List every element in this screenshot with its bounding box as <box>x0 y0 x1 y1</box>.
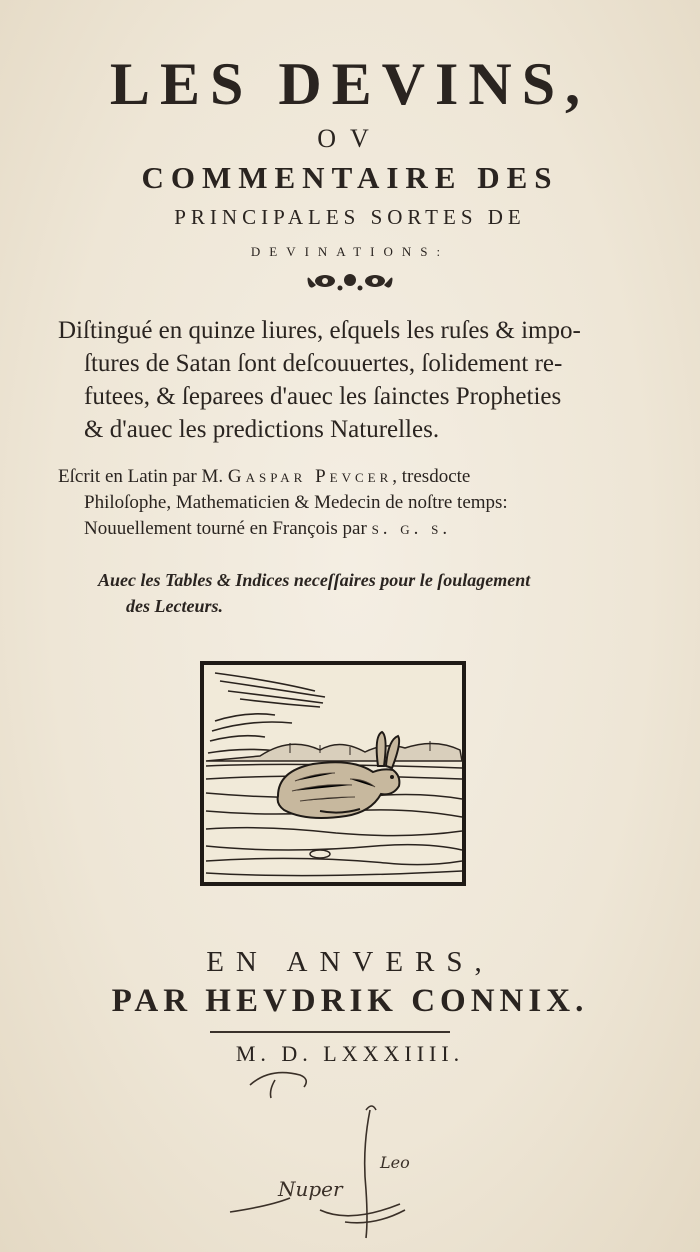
description-line: ſtures de Satan ſont deſcouuertes, ſolidement re- <box>84 350 563 377</box>
author-line-suffix: , tresdocte <box>392 466 471 487</box>
title-conjunction: OV <box>317 124 383 153</box>
imprint-printer: PAR HEVDRIK CONNIX. <box>111 983 589 1019</box>
subtitle-line-1: COMMENTAIRE DES <box>141 160 559 195</box>
description-line: Diſtingué en quinze liures, eſquels les ruſes & impo- <box>58 317 581 344</box>
imprint-year: M. D. LXXXIIII. <box>235 1041 465 1066</box>
handwritten-signature <box>220 1050 440 1240</box>
author-line-prefix: Eſcrit en Latin par M. <box>58 466 224 487</box>
author-credentials: Philoſophe, Mathematicien & Medecin de noſtre temps: <box>84 492 508 513</box>
signature-word-2: Leo <box>380 1153 410 1172</box>
tables-note-line: des Lecteurs. <box>126 596 223 616</box>
signature-word: Nuper <box>278 1177 343 1201</box>
description-line: futees, & ſeparees d'auec les ſainctes Propheties <box>84 383 562 410</box>
book-description <box>58 314 638 446</box>
tables-note-line: Auec les Tables & Indices neceſſaires pour le ſoulagement <box>98 570 531 590</box>
author-name: Gaspar Pevcer <box>227 466 393 487</box>
hare-woodcut-illustration <box>200 661 466 886</box>
description-line: & d'auec les predictions Naturelles. <box>84 416 440 443</box>
translator-initials: s. g. s. <box>371 518 452 539</box>
imprint-rule <box>210 1031 450 1033</box>
subtitle-line-2: PRINCIPALES SORTES DE <box>174 205 526 229</box>
imprint-place: EN ANVERS, <box>206 946 494 978</box>
book-title: LES DEVINS, <box>109 51 591 117</box>
subtitle-line-3: DEVINATIONS: <box>250 244 450 259</box>
fleuron-ornament-icon <box>0 268 700 294</box>
author-statement <box>58 464 638 542</box>
tables-note <box>98 567 530 619</box>
translator-line-prefix: Nouuellement tourné en François par <box>84 518 367 539</box>
